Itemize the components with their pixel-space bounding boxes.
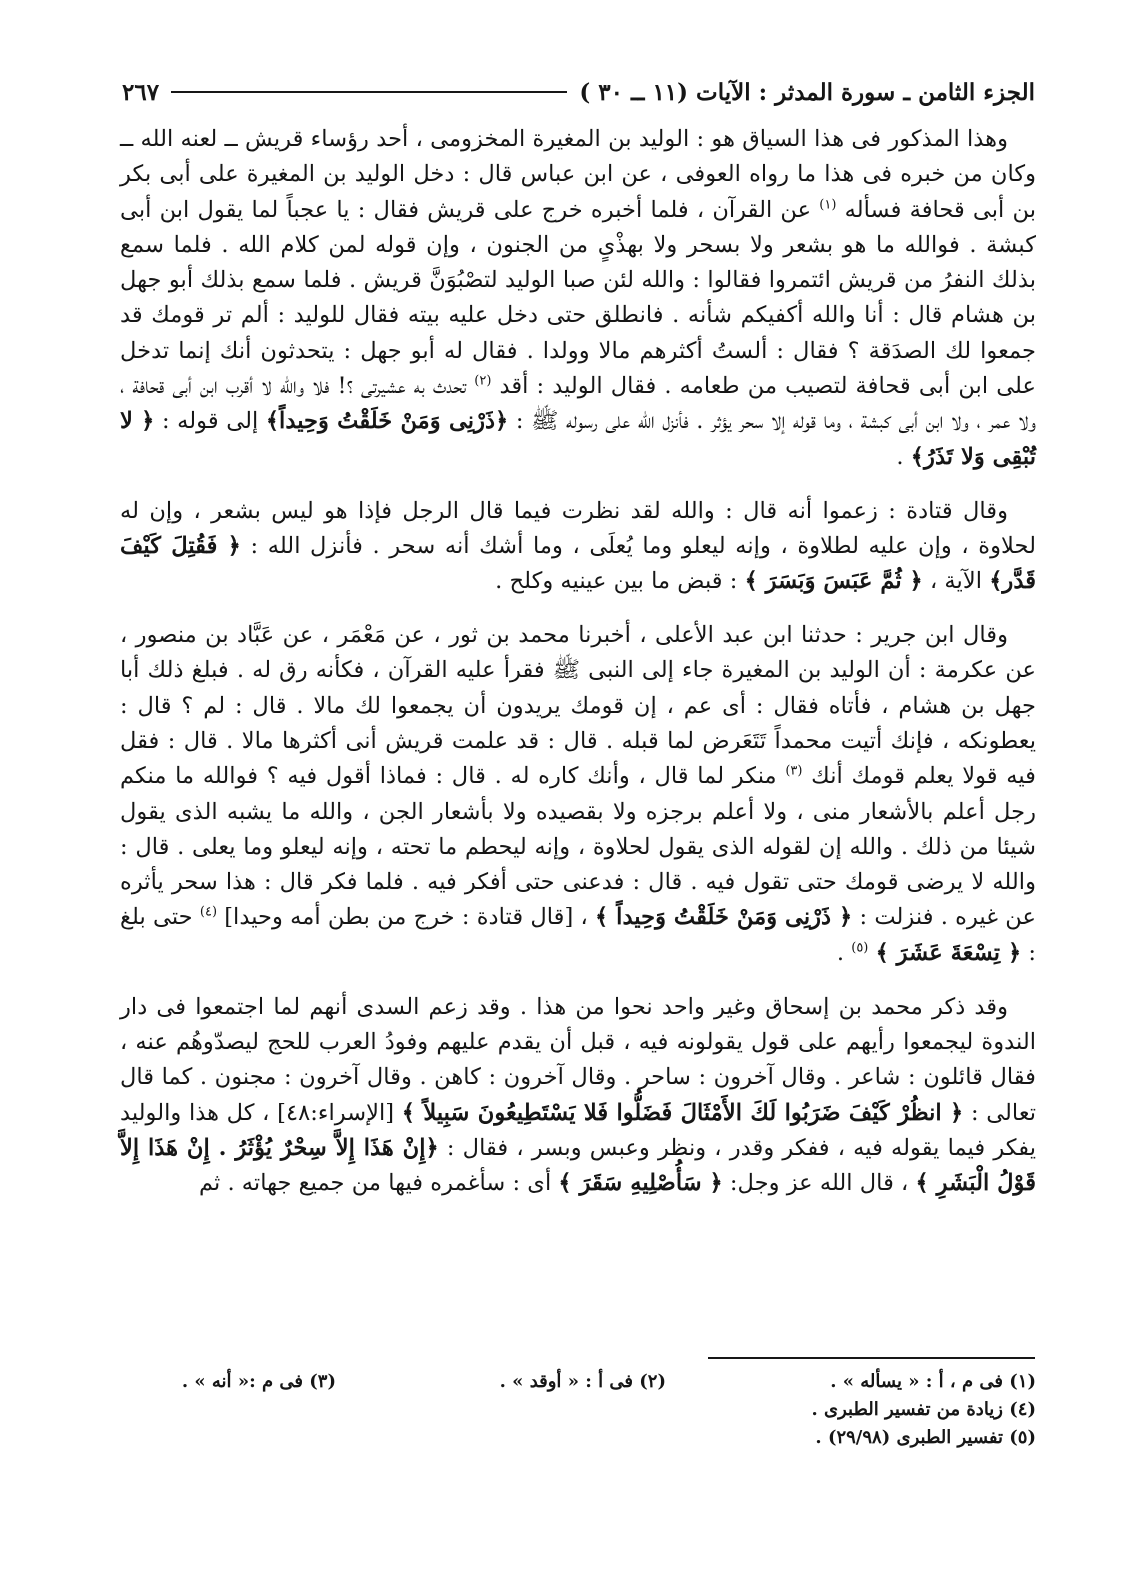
text-segment: عن القرآن ، فلما أخبره خرج على قريش فقال : يا عجباً لما يقول ابن أبى كبشة . فوالله ما هو بشعر ولا بسحر ولا بهذْىٍ من الجنون ، وإن قوله لمن كلام الله . فلما سمع بذلك النفرُ من قريش ائتمروا فقالوا : والله لئن صبا الوليد لتصْبُوَنَّ قريش . فلما سمع بذلك أبو جهل بن هشام قال : أنا والله أكفيكم شأنه . فانطلق حتى دخل عليه بيته فقال للوليد : ألم تر قومك قد جمعوا لك الصدَقة ؟ فقال : ألستُ أكثرهم مالا وولدا . فقال له أبو جهل : يتحدثون أنك إنما تدخل على ابن أبى قحافة لتصيب من طعامه . فقال الوليد : أقد — [120, 196, 1036, 400]
quran-verse: ﴿ انظُرْ كَيْفَ ضَرَبُوا لَكَ الأَمْثَالَ فَضَلُّوا فَلا يَسْتَطِيعُونَ سَبِيلاً ﴾ — [401, 1099, 964, 1126]
text-segment: منكر لما قال ، وأنك كاره له . قال : فماذا أقول فيه ؟ فوالله ما منكم رجل أعلم بالأشعار منى ، ولا أعلم برجزه ولا بقصيده ولا بأشعار الجن ، والله ما يشبه الذى يقول شيئا من ذلك . والله إن لقوله الذى يقول لحلاوة ، وإنه ليحطم ما تحته ، وإنه ليعلو وما يعلى . قال : والله لا يرضى قومك حتى تقول فيه . قال : فدعنى حتى أفكر فيه . فلما فكر قال : هذا سحر يأثره عن غيره . فنزلت : — [120, 763, 1036, 931]
footnotes — [160, 1368, 1036, 1452]
text-segment: وهذا المذكور فى هذا السياق هو : الوليد بن المغيرة المخزومى ، أحد رؤساء قريش ــ لعنه الله ــ وكان من خبره فى هذا ما رواه العوفى ، عن ابن عباس قال : دخل الوليد بن المغيرة على أبى بكر بن أبى قحافة فسأله — [120, 126, 1036, 223]
quran-verse: ﴿ ذَرْنِى وَمَنْ خَلَقْتُ وَحِيداً ﴾ — [595, 904, 853, 931]
paragraph — [120, 494, 1036, 600]
footnote-marker: (١) — [819, 197, 837, 213]
text-segment — [868, 940, 875, 966]
header-title: الجزء الثامن ـ سورة المدثر : الآيات (١١ ــ ٣٠ ) — [579, 78, 1035, 106]
quran-verse: ﴿ لا تُبْقِى وَلا تَذَرُ﴾ — [120, 408, 1036, 470]
header-rule — [171, 91, 567, 93]
footnote-2: (٢) فى أ : « أوقد » . — [499, 1371, 666, 1392]
footnote-3: (٣) فى م :« أنه » . — [181, 1371, 336, 1392]
footnote-1: (١) فى م ، أ : « يسأله » . — [830, 1371, 1036, 1392]
quran-verse: ﴿إِنْ هَذَا إِلاَّ سِحْرٌ يُؤْثَرُ . إِنْ هَذَا إِلاَّ قَوْلُ الْبَشَرِ ﴾ — [120, 1134, 1036, 1197]
footnote-row — [160, 1368, 1036, 1396]
footnote-marker: (٢) — [474, 373, 492, 389]
running-header — [122, 72, 1035, 112]
page-number: ٢٦٧ — [122, 78, 160, 106]
footnote-4: (٤) زيادة من تفسير الطبرى . — [811, 1399, 1036, 1420]
text-segment: . — [836, 939, 852, 966]
footnote-marker: (٤) — [199, 904, 218, 920]
footnote-divider — [708, 1357, 1035, 1359]
text-segment: الآية ، — [922, 568, 990, 595]
text-segment: ، قال الله عز وجل: — [722, 1170, 916, 1197]
text-segment: وقال ابن جرير : حدثنا ابن عبد الأعلى ، أخبرنا محمد بن ثور ، عن مَعْمَر ، عن عَبَّاد بن منصور ، عن عكرمة : أن الوليد بن المغيرة جاء إلى النبى ﷺ فقرأ عليه القرآن ، فكأنه رق له . فبلغ ذلك أبا جهل بن هشام ، فأتاه فقال : أى عم ، إن قومك يريدون أن يجمعوا لك مالا . قال : لم ؟ قال : يعطونكه ، فإنك أتيت محمداً تَتَعَرض لما قبله . قال : قد علمت قريش أنى أكثرها مالا . قال : فقل فيه قولا يعلم قومك أنك — [120, 622, 1036, 790]
text-segment: تحدث به عشيرتى ؟! فلا والله لا أقرب ابن أبى قحافة ، ولا عمر ، ولا ابن أبى كبشة ، وما قوله إلا سحر يؤثر . فأنزل الله على رسوله ﷺ : — [120, 373, 1036, 435]
quran-verse: ﴿ سَأُصْلِيهِ سَقَرَ ﴾ — [558, 1170, 723, 1197]
quran-verse: ﴿ ثُمَّ عَبَسَ وَبَسَرَ ﴾ — [744, 568, 923, 595]
text-segment: حتى بلغ : — [120, 904, 1036, 966]
quran-verse: ﴿ذَرْنِى وَمَنْ خَلَقْتُ وَحِيداً﴾ — [265, 408, 509, 435]
text-segment: وقد ذكر محمد بن إسحاق وغير واحد نحوا من هذا . وقد زعم السدى أنهم لما اجتمعوا فى دار الندوة ليجمعوا رأيهم على قول يقولونه فيه ، قبل أن يقدم عليهم وفودُ العرب للحج ليصدّوهُم عنه ، فقال قائلون : شاعر . وقال آخرون : ساحر . وقال آخرون : كاهن . وقال آخرون : مجنون . كما قال تعالى : — [120, 993, 1037, 1126]
paragraph — [120, 618, 1036, 971]
text-segment: : قبض ما بين عينيه وكلح . — [495, 568, 745, 595]
main-text — [120, 122, 1036, 1220]
text-segment: [الإسراء:٤٨] ، كل هذا والوليد يفكر فيما يقوله فيه ، ففكر وقدر ، ونظر وعبس وبسر ، فقال : — [120, 1099, 1036, 1161]
paragraph — [120, 122, 1036, 475]
text-segment: . — [896, 443, 911, 470]
quran-verse: ﴿ فَقُتِلَ كَيْفَ قَدَّر﴾ — [120, 532, 1036, 595]
text-segment: وقال قتادة : زعموا أنه قال : والله لقد نظرت فيما قال الرجل فإذا هو ليس بشعر ، وإن له لحلاوة ، وإن عليه لطلاوة ، وإنه ليعلو وما يُعلَى ، وما أشك أنه سحر . فأنزل الله : — [120, 497, 1036, 559]
text-segment: ، [قال قتادة : خرج من بطن أمه وحيدا] — [217, 904, 596, 931]
paragraph — [120, 990, 1036, 1202]
footnote-marker: (٥) — [851, 940, 869, 956]
text-segment: أى : سأغمره فيها من جميع جهاته . ثم — [198, 1170, 559, 1197]
quran-verse: ﴿ تِسْعَةَ عَشَرَ ﴾ — [875, 939, 1022, 966]
footnote-5: (٥) تفسير الطبرى (٢٩/٩٨) . — [815, 1427, 1036, 1448]
text-segment: إلى قوله : — [154, 408, 266, 435]
footnote-marker: (٣) — [785, 763, 803, 779]
